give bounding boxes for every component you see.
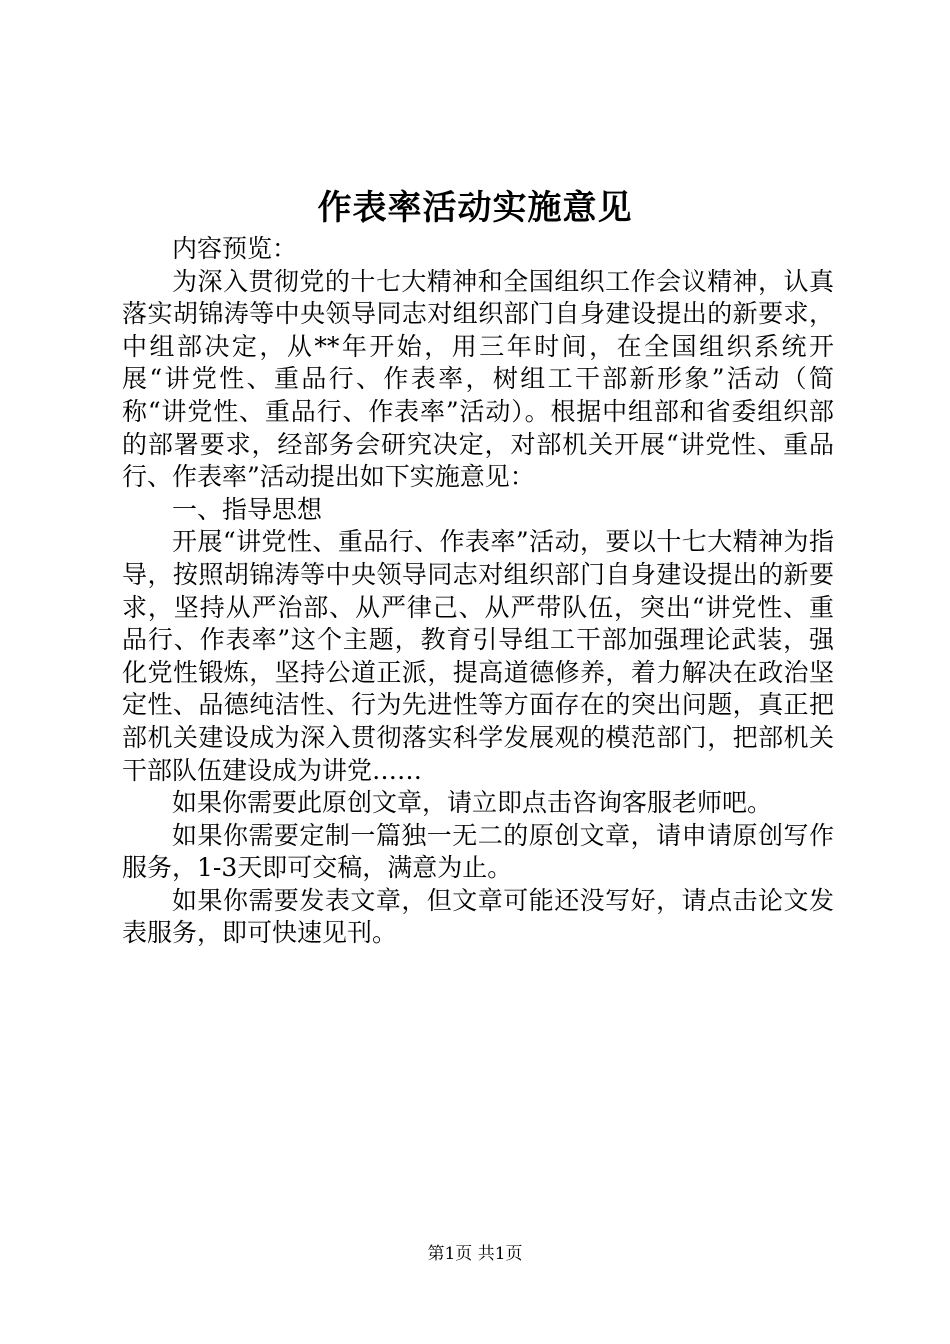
guiding-thought-paragraph: 开展“讲党性、重品行、作表率”活动，要以十七大精神为指导，按照胡锦涛等中央领导同志对组织部门自身建设提出的新要求，坚持从严治部、从严律己、从严带队伍，突出“讲党性、重品行、作表率”这个主题，教育引导组工干部加强理论武装，强化党性锻炼，坚持公道正派，提高道德修养，着力解决在政治坚定性、品德纯洁性、行为先进性等方面存在的突出问题，真正把部机关建设成为深入贯彻落实科学发展观的模范部门，把部机关干部队伍建设成为讲党…… bbox=[122, 527, 834, 785]
page-number-footer: 第1页 共1页 bbox=[427, 1244, 523, 1264]
document-title: 作表率活动实施意见 bbox=[317, 188, 633, 228]
intro-paragraph: 为深入贯彻党的十七大精神和全国组织工作会议精神，认真落实胡锦涛等中央领导同志对组织部门自身建设提出的新要求，中组部决定，从**年开始，用三年时间，在全国组织系统开展“讲党性、重品行、作表率，树组工干部新形象”活动（简称“讲党性、重品行、作表率”活动）。根据中组部和省委组织部的部署要求，经部务会研究决定，对部机关开展“讲党性、重品行、作表率”活动提出如下实施意见： bbox=[122, 266, 834, 492]
publishing-service-paragraph: 如果你需要发表文章，但文章可能还没写好，请点击论文发表服务，即可快速见刊。 bbox=[122, 885, 834, 948]
custom-writing-paragraph: 如果你需要定制一篇独一无二的原创文章，请申请原创写作服务，1-3天即可交稿，满意为止。 bbox=[122, 820, 834, 883]
consult-service-paragraph: 如果你需要此原创文章，请立即点击咨询客服老师吧。 bbox=[172, 788, 773, 818]
document-body bbox=[122, 233, 834, 950]
preview-label: 内容预览： bbox=[172, 234, 298, 263]
section-heading: 一、指导思想 bbox=[172, 494, 323, 524]
